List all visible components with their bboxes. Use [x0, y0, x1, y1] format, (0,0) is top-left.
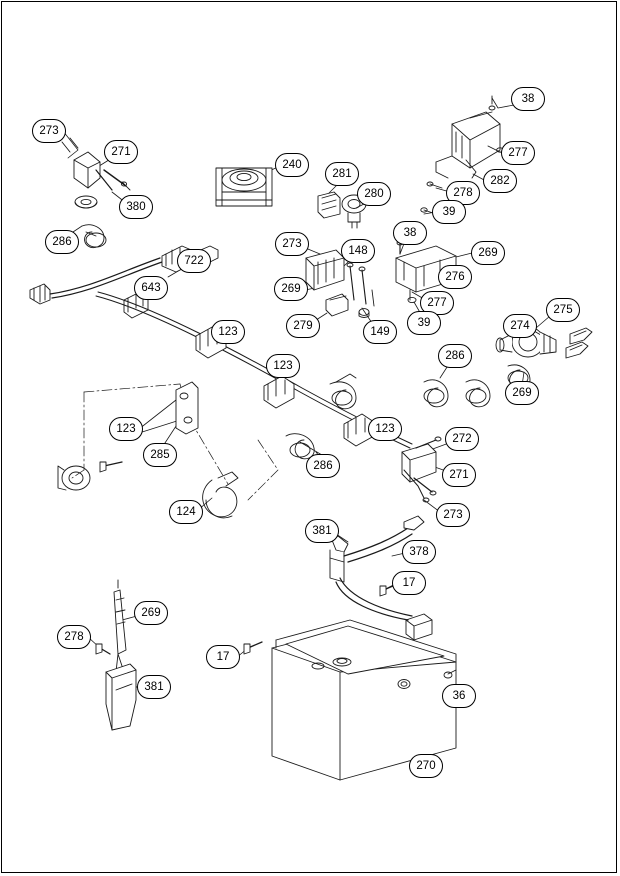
- callout-278-rod[interactable]: 278: [57, 625, 91, 649]
- callout-281[interactable]: 281: [325, 162, 359, 186]
- callout-123-middle[interactable]: 123: [266, 354, 300, 378]
- callout-279[interactable]: 279: [286, 314, 320, 338]
- callout-274[interactable]: 274: [503, 314, 537, 338]
- callout-269-rod[interactable]: 269: [134, 601, 168, 625]
- callout-280[interactable]: 280: [357, 182, 391, 206]
- callout-269-center[interactable]: 269: [274, 277, 308, 301]
- callout-275[interactable]: 275: [546, 298, 580, 322]
- callout-285[interactable]: 285: [143, 443, 177, 467]
- callout-273-center[interactable]: 273: [275, 232, 309, 256]
- callout-124[interactable]: 124: [169, 500, 203, 524]
- callout-286-right[interactable]: 286: [438, 344, 472, 368]
- callout-123-left[interactable]: 123: [109, 417, 143, 441]
- callout-17-lower[interactable]: 17: [206, 645, 240, 669]
- callout-123-right[interactable]: 123: [368, 417, 402, 441]
- callout-240[interactable]: 240: [275, 153, 309, 177]
- callout-282[interactable]: 282: [483, 169, 517, 193]
- callout-36[interactable]: 36: [442, 684, 476, 708]
- callout-123-upper[interactable]: 123: [211, 320, 245, 344]
- callout-271-lower[interactable]: 271: [442, 463, 476, 487]
- callout-381-boot[interactable]: 381: [137, 675, 171, 699]
- callout-148[interactable]: 148: [341, 239, 375, 263]
- callout-269-right-relay[interactable]: 269: [471, 241, 505, 265]
- callout-643[interactable]: 643: [134, 276, 168, 300]
- callout-722[interactable]: 722: [177, 249, 211, 273]
- callout-149[interactable]: 149: [363, 320, 397, 344]
- callout-38[interactable]: 38: [511, 87, 545, 111]
- callout-39-center[interactable]: 39: [407, 311, 441, 335]
- callout-381-cable[interactable]: 381: [305, 519, 339, 543]
- callout-277-center[interactable]: 277: [420, 291, 454, 315]
- callout-39[interactable]: 39: [432, 200, 466, 224]
- callout-278[interactable]: 278: [446, 181, 480, 205]
- callout-17-upper[interactable]: 17: [392, 571, 426, 595]
- callout-273-lower[interactable]: 273: [436, 503, 470, 527]
- callout-380[interactable]: 380: [119, 195, 153, 219]
- callout-269-key[interactable]: 269: [505, 381, 539, 405]
- callout-273-upper-left[interactable]: 273: [32, 119, 66, 143]
- callout-378[interactable]: 378: [402, 540, 436, 564]
- callout-286-lower[interactable]: 286: [306, 454, 340, 478]
- callout-286-upper-left[interactable]: 286: [45, 230, 79, 254]
- callout-38-center[interactable]: 38: [393, 221, 427, 245]
- callout-272[interactable]: 272: [445, 427, 479, 451]
- callout-270[interactable]: 270: [409, 754, 443, 778]
- callout-277[interactable]: 277: [501, 141, 535, 165]
- callout-276[interactable]: 276: [438, 265, 472, 289]
- callout-271-upper-left[interactable]: 271: [104, 140, 138, 164]
